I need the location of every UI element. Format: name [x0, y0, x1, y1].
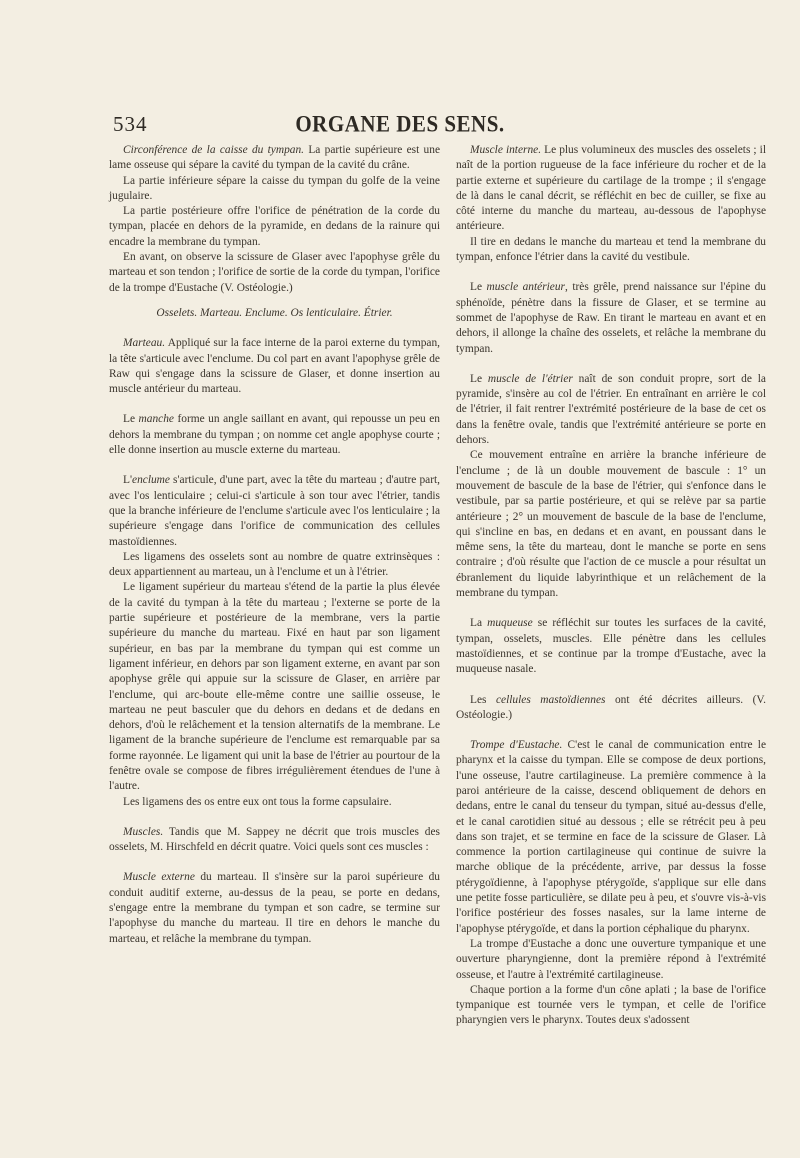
italic-term: muqueuse	[487, 617, 533, 630]
paragraph-lead: Le	[470, 372, 488, 385]
italic-term: muscle de l'étrier	[487, 372, 573, 385]
paragraph-text: La partie postérieure offre l'orifice de pénétration de la corde du tympan, placée en dehors de la pyramide, en dedans de la rainure qui encadre la membrane du tympan.	[109, 205, 440, 248]
paragraph	[456, 372, 766, 448]
italic-term: Muscle externe	[123, 871, 195, 884]
paragraph-text: La partie supérieure est une lame osseuse qui sépare la cavité du tympan de la cavité du crâne.	[109, 144, 440, 172]
paragraph-lead: Le	[470, 281, 487, 294]
running-head: ORGANE DES SENS.	[295, 111, 505, 137]
paragraph-text: La partie inférieure sépare la caisse du tympan du golfe de la veine jugulaire.	[109, 174, 440, 202]
paragraph-text: Il tire en dedans le manche du marteau et tend la membrane du tympan, enfonce l'étrier dans la cavité du vestibule.	[456, 235, 766, 264]
paragraph	[109, 473, 440, 549]
paragraph	[109, 174, 440, 205]
paragraph-text: Appliqué sur la face interne de la paroi externe du tympan, la tête s'articule avec l'enclume. Du col part en avant l'apophyse grêle de Raw qui s'engage dans la scissure de Glaser, et donne insertion au muscle antérieur du marteau.	[109, 337, 440, 396]
paragraph-text: Le plus volumineux des muscles des osselets ; il naît de la portion rugueuse de la face inférieure du rocher et de la partie externe et supérieure du cartilage de la trompe ; il s'engage de là dans le canal décrit, se réfléchit en bec de cuiller, se fixe au côté interne du manche du marteau, au-dessous de l'apophyse antérieure.	[456, 144, 766, 233]
paragraph-text: En avant, on observe la scissure de Glaser avec l'apophyse grêle du marteau et son tendon ; l'orifice de sortie de la corde du tympan, l'orifice de la trompe d'Eustache (V. Ostéologie.)	[109, 251, 440, 294]
paragraph-text: , très grêle, prend naissance sur l'épine du sphénoïde, pénètre dans la fissure de Glaser, et se termine au sommet de l'apophyse de Raw. En tirant le marteau en avant et en dehors, il allonge la chaîne des osselets, et relâche la membrane du tympan.	[456, 281, 766, 355]
heading-text: Osselets. Marteau. Enclume. Os lenticulaire. Étrier.	[156, 306, 393, 319]
paragraph	[456, 937, 766, 983]
italic-term: cellules mastoïdiennes	[495, 693, 606, 706]
italic-term: Marteau.	[123, 337, 166, 350]
paragraph-text: Les ligamens des osselets sont au nombre de quatre extrinsèques : deux appartiennent au marteau, un à l'enclume et un à l'étrier.	[109, 550, 440, 579]
paragraph	[109, 550, 440, 581]
paragraph	[456, 143, 766, 235]
italic-term: Trompe d'Eustache.	[470, 739, 563, 752]
italic-term: muscle antérieur	[486, 281, 565, 294]
italic-term: Circonférence de la caisse du tympan.	[123, 144, 305, 156]
paragraph	[109, 870, 440, 946]
paragraph	[456, 616, 766, 677]
italic-term: enclume	[132, 474, 170, 487]
paragraph	[109, 825, 440, 856]
paragraph	[109, 204, 440, 250]
paragraph	[109, 250, 440, 296]
paragraph-text: du marteau. Il s'insère sur la paroi supérieure du conduit auditif externe, au-dessus de la peau, se porte en dedans, s'engage entre la membrane du tympan et son cadre, se termine sur l'apophyse du manche du marteau. Il tire en dehors le manche du marteau, et relâche la membrane du tympan.	[109, 871, 440, 945]
paragraph-text: Le ligament supérieur du marteau s'étend de la partie la plus élevée de la cavité du tympan à la tête du marteau ; l'externe se porte de la partie supérieure et postérieure de la membrane, vers la partie supérieure du manche du marteau. Fixé en haut par son ligament supérieur, en bas par la membrane du tympan qui est comme un ligament inférieur, en dehors par son ligament externe, en avant par son apophyse grêle qui appuie sur la scissure de Glaser, en arrière par l'enclume, qui arc-boute elle-même contre une saillie osseuse, le marteau ne peut basculer que du dehors en dedans et de dedans en dehors, d'où le relâchement et la tension alternatifs de la membrane. Le ligament de la branche supérieure de l'enclume est remarquable par sa forme rayonnée. Le ligament qui unit la base de l'étrier au pourtour de la fenêtre ovale se compose de fibres irrégulièrement étendues de l'une à l'autre.	[109, 581, 440, 793]
italic-term: Muscles.	[123, 825, 164, 838]
page-header	[0, 112, 800, 138]
right-column	[456, 143, 766, 1029]
paragraph	[456, 738, 766, 937]
paragraph	[109, 795, 440, 810]
paragraph-text: Ce mouvement entraîne en arrière la branche inférieure de l'enclume ; de là un double mouvement de bascule : 1° un mouvement de bascule de la base de l'étrier, qui s'enfonce dans le vestibule, par sa partie postérieure, et qui se relève par sa partie antérieure ; 2° un mouvement de bascule de la base de l'enclume, qui s'incline en bas, en dedans et en avant, en poussant dans le même sens, la tête du marteau, dont le manche se porte en sens contraire ; d'où résulte que l'action de ce muscle a pour résultat un ébranlement du liquide labyrinthique et un relâchement de la membrane du tympan.	[456, 449, 766, 600]
paragraph	[109, 143, 440, 174]
page-number: 534	[113, 112, 148, 136]
paragraph	[456, 983, 766, 1029]
paragraph-lead: Le	[123, 413, 139, 426]
paragraph-text: C'est le canal de communication entre le pharynx et la caisse du tympan. Elle se compose de deux portions, l'une osseuse, l'autre cartilagineuse. La première commence à la paroi antérieure de la caisse, descend obliquement de dehors en dedans, entre le canal du tenseur du tympan, situé au-dessus d'elle, et le canal carotidien situé au dessous ; elle se rétrécit peu à peu dans son trajet, et se termine en face de la scissure de Glaser. Là commence la portion cartilagineuse qui continue de suivre la marche oblique de la précédente, arrive, par dessus la fosse ptérygoïdienne, à l'apophyse ptérygoïde, s'applique sur elle dans une petite fosse particulière, se dilate peu à peu, et s'ouvre vis-à-vis l'orifice postérieur des fosses nasales, sur la lame interne de l'apophyse ptérygoïde, et dans la portion céphalique du pharynx.	[456, 739, 767, 935]
paragraph-text: Chaque portion a la forme d'un cône aplati ; la base de l'orifice tympanique est tournée vers le tympan, et celle de l'orifice pharyngien vers le pharynx. Toutes deux s'adossent	[456, 983, 766, 1027]
paragraph-text: Tandis que M. Sappey ne décrit que trois muscles des osselets, M. Hirschfeld en décrit quatre. Voici quels sont ces muscles :	[109, 825, 440, 854]
paragraph-text: s'articule, d'une part, avec la tête du marteau ; d'autre part, avec l'os lenticulaire ; celui-ci s'articule à son tour avec l'étrier, tandis que la branche inférieure de l'enclume s'articule avec l'os lenticulaire ; la supérieure s'engage dans l'orifice de communication des cellules mastoïdiennes.	[109, 474, 440, 548]
paragraph	[109, 580, 440, 794]
paragraph-text: La trompe d'Eustache a donc une ouverture tympanique et une ouverture pharyngienne, dont la première répond à l'extrémité osseuse, et l'autre à l'extrémité cartilagineuse.	[456, 937, 766, 981]
italic-term: manche	[138, 413, 174, 426]
paragraph-lead: La	[470, 617, 488, 630]
section-heading	[109, 306, 440, 321]
paragraph	[109, 336, 440, 397]
paragraph-text: ont été décrites ailleurs. (V. Ostéologie.)	[456, 693, 767, 721]
paragraph	[109, 412, 440, 458]
italic-term: Muscle interne.	[470, 144, 542, 156]
paragraph	[456, 693, 766, 724]
paragraph-text: naît de son conduit propre, sort de la pyramide, s'insère au col de l'étrier. En entraînant en arrière le col de l'étrier, il fait rentrer l'extrémité postérieure de la base de cet os dans la fenêtre ovale, tandis que l'extrémité antérieure se porte en dehors.	[456, 372, 766, 447]
paragraph-lead: L'	[123, 474, 133, 487]
left-column	[109, 143, 440, 947]
paragraph	[456, 448, 766, 601]
paragraph-text: Les ligamens des os entre eux ont tous la forme capsulaire.	[123, 795, 392, 808]
paragraph	[456, 235, 766, 266]
paragraph-text: forme un angle saillant en avant, qui repousse un peu en dehors la membrane du tympan ; on nomme cet angle apophyse courte ; elle donne insertion au muscle externe du marteau.	[109, 413, 440, 457]
paragraph-text: se réfléchit sur toutes les surfaces de la cavité, tympan, osselets, muscles. Elle pénètre dans les cellules mastoïdiennes, et se continue par la trompe d'Eustache, avec la muqueuse nasale.	[456, 617, 766, 676]
paragraph-lead: Les	[470, 693, 496, 706]
paragraph	[456, 280, 766, 356]
